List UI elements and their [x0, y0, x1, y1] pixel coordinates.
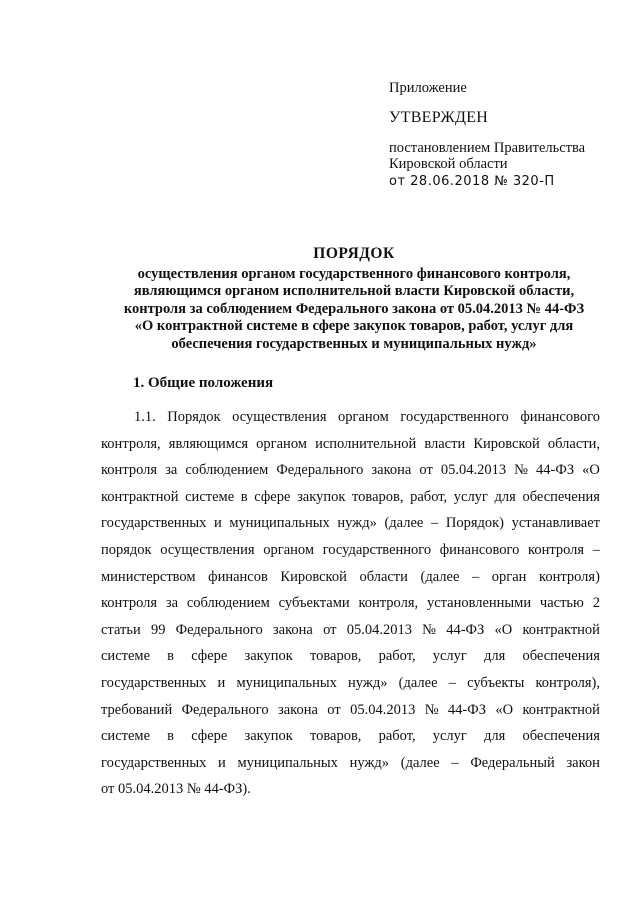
approved-label: УТВЕРЖДЕН [389, 109, 489, 126]
paragraph-1-1 [101, 404, 600, 803]
word: государственного [400, 409, 509, 425]
word: закона [277, 701, 318, 718]
title-line: «О контрактной системе в сфере закупок товаров, работ, услуг для [134, 318, 574, 334]
word: закупок [297, 488, 346, 505]
word: субъектами [278, 595, 350, 612]
word: частью [539, 595, 584, 612]
paragraph-line [101, 484, 600, 511]
decree-line-2: Кировской области [389, 156, 508, 172]
word: – [471, 568, 480, 585]
word: контроля, [358, 595, 419, 612]
word: Порядок [167, 409, 221, 425]
title-line: обеспечения государственных и муниципальных нужд» [171, 335, 537, 352]
word: за [165, 462, 178, 479]
word: системе [101, 648, 151, 665]
word: работ, [378, 728, 416, 745]
decree-reference [389, 140, 629, 190]
word: «О [582, 462, 600, 479]
word: № [424, 701, 439, 718]
word: системе [185, 488, 235, 505]
word: Кировской [280, 568, 347, 585]
word: контроля, [101, 435, 161, 452]
paragraph-line [101, 723, 600, 750]
document-title [96, 245, 612, 353]
word: – [448, 674, 456, 691]
word: работ, [410, 488, 448, 505]
word: 1.1. [134, 409, 156, 425]
word: 05.04.2013 [346, 621, 412, 638]
paragraph-line [101, 431, 600, 458]
paragraph-line [101, 510, 600, 537]
word: министерством [101, 568, 196, 585]
word: от [419, 462, 433, 479]
word: области [359, 568, 408, 585]
word: закупок [244, 728, 293, 745]
word: и [218, 754, 226, 771]
word: осуществления [160, 541, 255, 558]
word: муниципальных [237, 754, 338, 771]
word: услуг [432, 728, 467, 745]
word: государственных [101, 674, 207, 691]
word: – [451, 754, 459, 771]
word: органом [256, 435, 307, 452]
word: (далее [400, 754, 440, 771]
word: контроля), [535, 674, 600, 691]
word: в [240, 488, 248, 505]
word: контроля [528, 541, 585, 558]
word: товаров, [352, 488, 404, 505]
word: закона [272, 621, 313, 638]
word: закона [371, 462, 412, 479]
paragraph-line [101, 590, 600, 617]
paragraph-line [101, 750, 600, 777]
word: Кировской [473, 435, 540, 452]
word: области, [547, 435, 600, 452]
word: муниципальных [236, 674, 337, 691]
word: контрактной [522, 701, 600, 718]
paragraph-line [101, 404, 600, 431]
word: Федерального [276, 462, 364, 479]
word: – [430, 515, 439, 532]
word: финансового [439, 541, 520, 558]
word: «О [495, 701, 514, 718]
word: и [217, 674, 226, 691]
title-main: ПОРЯДОК [313, 245, 395, 262]
word: для [484, 728, 506, 745]
word: и [213, 515, 222, 532]
word: обеспечения [522, 728, 600, 745]
word: для [484, 648, 506, 665]
word: услуг [432, 648, 467, 665]
word: за [165, 595, 179, 612]
word: сфере [254, 488, 291, 505]
word: товаров, [309, 648, 362, 665]
word: сфере [191, 728, 228, 745]
word: нужд» [349, 754, 390, 771]
word: 05.04.2013 [440, 462, 507, 479]
word: государственного [322, 541, 432, 558]
word: соблюдением [186, 595, 270, 612]
word: контроля [101, 462, 158, 479]
word: – [592, 541, 600, 558]
word: 05.04.2013 [350, 701, 416, 718]
word: органом [338, 409, 389, 425]
decree-line-1: постановлением Правительства [389, 140, 586, 156]
word: 44-ФЗ [446, 621, 485, 638]
decree-number: от 28.06.2018 № 320-П [389, 174, 555, 189]
paragraph-line [101, 670, 600, 697]
word: финансов [208, 568, 268, 585]
word: государственных [101, 754, 207, 771]
word: органом [263, 541, 315, 558]
appendix-label: Приложение [389, 80, 467, 96]
word: обеспечения [522, 648, 600, 665]
word: являющимся [168, 435, 249, 452]
approval-block [389, 80, 629, 190]
word: работ, [378, 648, 416, 665]
word: от [327, 701, 341, 718]
paragraph-line [101, 537, 600, 564]
word: субъекты [467, 674, 525, 691]
word: № [422, 621, 436, 638]
word: закон [566, 754, 600, 771]
word: услуг [453, 488, 488, 505]
word: соблюдением [185, 462, 269, 479]
word: нужд» [337, 515, 377, 532]
paragraph-line [101, 643, 600, 670]
word: власти [424, 435, 466, 452]
word: в [167, 648, 175, 665]
title-line: осуществления органом государственного финансового контроля, [137, 265, 571, 282]
word: исполнительной [315, 435, 417, 452]
word: контрактной [101, 488, 179, 505]
word: государственных [101, 515, 207, 532]
word: (далее [420, 568, 460, 585]
paragraph-line [101, 457, 600, 484]
word: финансового [520, 409, 600, 425]
word: нужд» [348, 674, 388, 691]
word: в [167, 728, 175, 745]
word: Федерального [175, 621, 263, 638]
paragraph-line: от 05.04.2013 № 44-ФЗ). [101, 781, 251, 798]
word: от [323, 621, 337, 638]
word: Федеральный [470, 754, 555, 771]
word: устанавливает [511, 515, 600, 532]
word: Федерального [181, 701, 269, 718]
word: осуществления [232, 409, 327, 425]
word: контроля [101, 595, 158, 612]
word: для [494, 488, 516, 505]
word: порядок [101, 541, 152, 558]
word: контроля) [539, 568, 600, 585]
title-line: являющимся органом исполнительной власти Кировской области, [133, 283, 575, 299]
word: сфере [191, 648, 228, 665]
word: 44-ФЗ [447, 701, 486, 718]
word: муниципальных [229, 515, 330, 532]
title-line: контроля за соблюдением Федерального закона от 05.04.2013 № 44-ФЗ [123, 300, 585, 317]
paragraph-line [101, 564, 600, 591]
word: орган [491, 568, 527, 585]
word: системе [101, 728, 151, 745]
word: «О [494, 621, 513, 638]
word: установленными [426, 595, 532, 612]
word: обеспечения [522, 488, 600, 505]
paragraph-line [101, 697, 600, 724]
word: № [514, 462, 528, 479]
section-heading: 1. Общие положения [133, 375, 274, 391]
word: 2 [592, 595, 600, 612]
word: закупок [244, 648, 293, 665]
word: (далее [398, 674, 438, 691]
word: статьи [101, 621, 141, 638]
word: требований [101, 701, 173, 718]
word: (далее [384, 515, 424, 532]
paragraph-line [101, 617, 600, 644]
word: Порядок) [445, 515, 504, 532]
word: 44-ФЗ [536, 462, 575, 479]
word: товаров, [309, 728, 362, 745]
word: контрактной [522, 621, 600, 638]
word: 99 [150, 621, 166, 638]
